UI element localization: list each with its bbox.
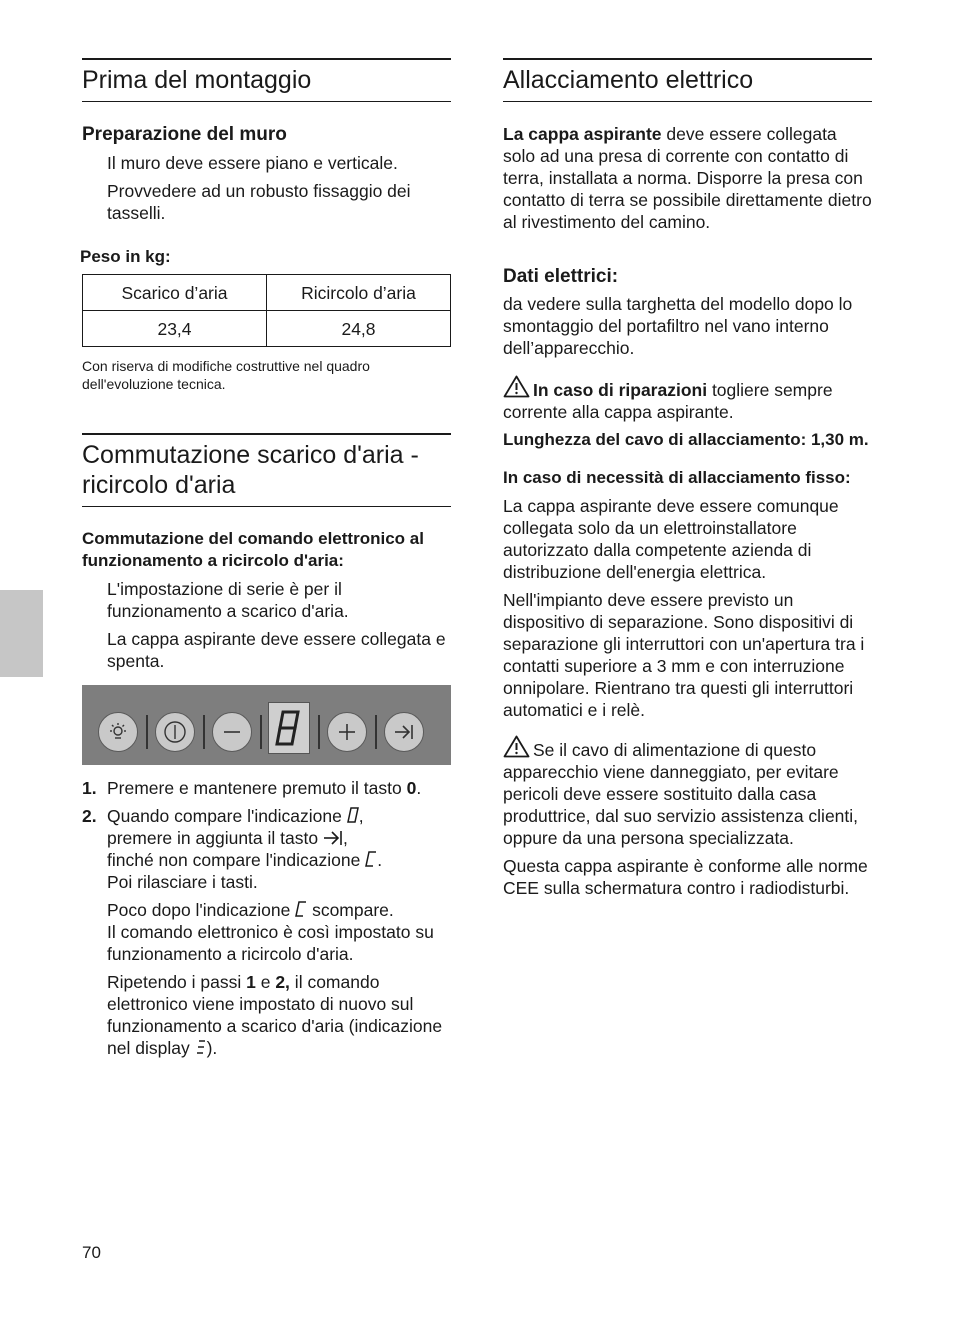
display-exhaust-icon xyxy=(195,1038,207,1056)
panel-separator xyxy=(146,715,148,749)
wall-paragraph-2: Provvedere ad un robusto fissaggio dei tasselli. xyxy=(107,181,411,223)
wall-preparation-title: Preparazione del muro xyxy=(82,124,287,145)
step-number: 1. xyxy=(82,778,97,798)
plus-button[interactable] xyxy=(327,712,367,752)
step-text: premere in aggiunta il tasto xyxy=(107,828,323,848)
paragraph-text: Se il cavo di alimentazione di questo apparecchio viene danneggiato, per evitare pericoli deve essere sostituito dalla casa produttrice, dal suo servizio assistenza clienti, oppure da una persona specializzata. xyxy=(503,740,859,848)
paragraph-text: e xyxy=(255,972,276,992)
table-header-row xyxy=(83,275,451,311)
fixed-paragraph-1: La cappa aspirante deve essere comunque collegata solo da un elettroinstallatore autorizzato dalla competente azienda di distribuzione dell'energia elettrica. xyxy=(503,496,839,582)
step-number: 2. xyxy=(82,806,97,826)
side-tab xyxy=(0,590,43,677)
step-ref: 2, xyxy=(275,972,290,992)
paragraph-text: ). xyxy=(206,1038,218,1058)
step-text: , xyxy=(358,806,364,826)
step-text: finché non compare l'indicazione xyxy=(107,850,366,870)
repair-paragraph xyxy=(503,375,872,423)
paragraph-text: Ripetendo i passi xyxy=(107,972,247,992)
cable-length: Lunghezza del cavo di allacciamento: 1,30 m. xyxy=(503,430,869,449)
minus-button[interactable] xyxy=(212,712,252,752)
right-column xyxy=(503,58,872,899)
warning-icon xyxy=(503,375,530,398)
fixed-connection-title: In caso di necessità di allacciamento fisso: xyxy=(503,468,851,487)
electrical-data-title: Dati elettrici: xyxy=(503,266,619,287)
paragraph-text: Poco dopo l'indicazione xyxy=(107,900,296,920)
warning-icon xyxy=(503,735,530,758)
step-key: 0 xyxy=(406,778,417,798)
step-text: Quando compare l'indicazione xyxy=(107,806,347,826)
steps-list xyxy=(82,777,451,893)
wall-paragraph-1: Il muro deve essere piano e verticale. xyxy=(107,153,398,173)
power-button[interactable] xyxy=(155,712,195,752)
section-title-prima-montaggio: Prima del montaggio xyxy=(82,58,451,102)
conformity-paragraph: Questa cappa aspirante è conforme alle norme CEE sulla schermatura contro i radiodisturbi. xyxy=(503,856,868,898)
intro-bold: La cappa aspirante xyxy=(503,124,662,144)
left-column xyxy=(82,58,451,1059)
paragraph-text: Il comando elettronico è così impostato su funzionamento a ricircolo d'aria. xyxy=(107,922,434,964)
intensive-button[interactable] xyxy=(384,712,424,752)
section-title-commutazione: Commutazione scarico d'aria - ricircolo d'aria xyxy=(82,433,451,507)
step-ref: 1 xyxy=(246,972,256,992)
power-icon xyxy=(162,719,188,745)
display-c-icon xyxy=(365,850,377,868)
seven-segment-display xyxy=(268,702,310,754)
light-icon xyxy=(107,721,129,743)
minus-icon xyxy=(221,721,243,743)
digit-eight-icon xyxy=(275,708,303,748)
step-text: . xyxy=(377,850,383,870)
display-c-icon xyxy=(295,900,307,918)
repair-bold: In caso di riparazioni xyxy=(533,380,708,400)
after-paragraph-2 xyxy=(82,971,451,1059)
step-text: , xyxy=(342,828,348,848)
page-number: 70 xyxy=(82,1243,101,1262)
technical-note: Con riserva di modifiche costruttive nel quadro dell'evoluzione tecnica. xyxy=(82,358,370,392)
intro-paragraph xyxy=(503,123,872,233)
weight-title: Peso in kg: xyxy=(80,247,171,266)
panel-separator xyxy=(203,715,205,749)
step-text: Poi rilasciare i tasti. xyxy=(107,872,258,892)
switch-paragraph-2: La cappa aspirante deve essere collegata e spenta. xyxy=(107,629,446,671)
step-text: . xyxy=(416,778,422,798)
list-item xyxy=(82,805,451,893)
electrical-data-paragraph: da vedere sulla targhetta del modello dopo lo smontaggio del portafiltro nel vano interno dell’apparecchio. xyxy=(503,294,853,358)
table-header-cell: Scarico d’aria xyxy=(83,275,267,311)
paragraph-text: il comando elettronico viene impostato di nuovo sul funzionamento a scarico d'aria (indicazione nel display xyxy=(107,972,443,1058)
plus-icon xyxy=(336,721,358,743)
section-title-allacciamento: Allacciamento elettrico xyxy=(503,58,872,102)
arrow-to-bar-icon xyxy=(392,721,416,743)
paragraph-text: scompare. xyxy=(307,900,394,920)
list-item xyxy=(82,777,451,799)
control-panel xyxy=(82,685,451,765)
panel-separator xyxy=(260,715,262,749)
step-text: Premere e mantenere premuto il tasto xyxy=(107,778,407,798)
fixed-paragraph-2: Nell'impianto deve essere previsto un dispositivo di separazione. Sono dispositivi di separazione gli interruttori con un'apertura tra i contatti superiore a 3 mm e con interruzione onnipolare. Rientrano tra questi gli interruttori automatici e i relè. xyxy=(503,590,865,720)
table-row xyxy=(83,311,451,347)
arrow-to-bar-icon xyxy=(323,830,343,846)
paragraph-text: togliere sempre corrente alla cappa aspirante. xyxy=(503,380,833,422)
weight-table xyxy=(82,274,451,347)
panel-separator xyxy=(318,715,320,749)
switch-paragraph-1: L'impostazione di serie è per il funzionamento a scarico d'aria. xyxy=(107,579,349,621)
table-cell: 24,8 xyxy=(267,311,451,347)
panel-separator xyxy=(375,715,377,749)
after-paragraph-1 xyxy=(82,899,451,965)
light-button[interactable] xyxy=(98,712,138,752)
paragraph-text: deve essere collegata solo ad una presa di corrente con contatto di terra, installata a norma. Disporre la presa con contatto di terra se possibile direttamente dietro al rivestimento del camino. xyxy=(503,124,872,232)
table-header-cell: Ricircolo d’aria xyxy=(267,275,451,311)
cable-warning-paragraph xyxy=(503,735,872,849)
table-cell: 23,4 xyxy=(83,311,267,347)
switch-title: Commutazione del comando elettronico al funzionamento a ricircolo d'aria: xyxy=(82,529,424,570)
display-zero-icon xyxy=(347,806,359,824)
